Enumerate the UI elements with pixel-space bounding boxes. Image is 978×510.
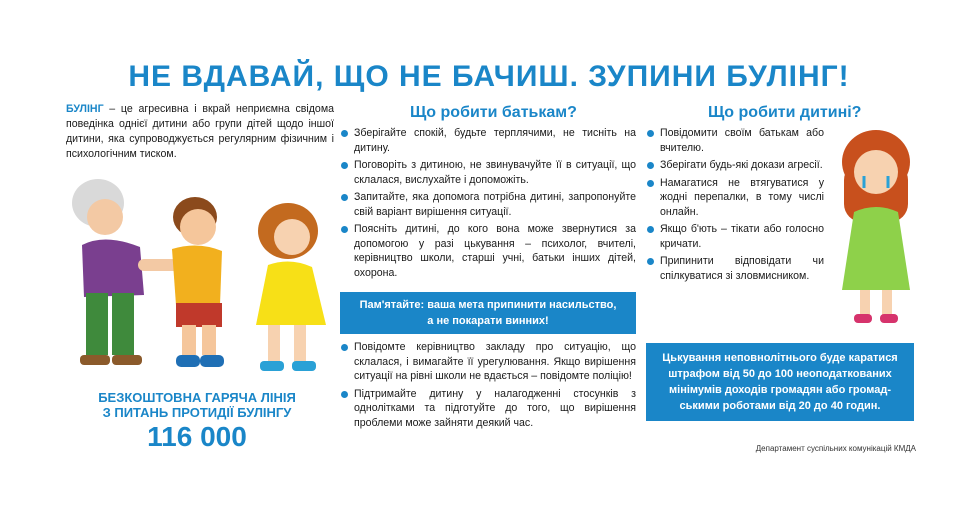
hotline-line2: З ПИТАНЬ ПРОТИДІЇ БУЛІНГУ [102,405,292,420]
list-item: Повідомте керівництво закладу про ситуацію, що склалася, і вимагайте її урегулювання. Якщо вирішення ситуації на рівні школи не вдається – повідомте поліцію! [340,340,636,384]
list-item: Припинити відповідати чи спілкуватися зі зловмисником. [646,254,824,283]
remember-line2: а не покарати винних! [427,315,549,327]
page-title: НЕ ВДАВАЙ, ЩО НЕ БАЧИШ. ЗУПИНИ БУЛІНГ! [128,60,850,93]
list-item: Повідомити своїм батькам або вчителю. [646,126,824,155]
child-heading: Що робити дитині? [708,104,862,121]
hotline-block [82,390,312,454]
girl-figure [256,203,326,371]
list-item: Підтримайте дитину у налагодженні стосунків з однолітками та підготуйте до того, що вирішення проблеми може зайняти деякий час. [340,387,636,431]
list-item: Поясніть дитині, до кого вона може звернутися за допомогою у разі цькування – психолог, вчителі, керівництво школи, старші учні, батьки інших дітей, охорона. [340,222,636,280]
child-list [646,126,824,286]
bullying-definition [66,102,334,162]
penalty-line4: ськими роботами від 20 до 40 годин. [679,400,881,412]
list-item: Якщо б'ють – тікати або голосно кричати. [646,222,824,251]
parents-heading: Що робити батькам? [410,104,577,121]
list-item: Запитайте, яка допомога потрібна дитині, запропонуйте свій варіант вирішення ситуації. [340,190,636,219]
parents-list-2 [340,340,636,433]
definition-term: БУЛІНГ [66,103,104,115]
credit-text: Департамент суспільних комунікацій КМДА [755,444,916,453]
penalty-line1: Цькування неповнолітнього буде каратися [662,352,898,364]
list-item: Намагатися не втягуватися у жодні перепалки, в тому числі онлайн. [646,176,824,220]
penalty-box [646,343,914,421]
hotline-line1: БЕЗКОШТОВНА ГАРЯЧА ЛІНІЯ [98,390,296,405]
boy-figure [172,197,224,367]
list-item: Зберігайте спокій, будьте терплячими, не тисніть на дитину. [340,126,636,155]
remember-line1: Пам'ятайте: ваша мета припинити насильство, [359,299,617,311]
parents-list [340,126,636,283]
remember-banner [340,292,636,334]
crying-girl-illustration [826,122,926,328]
list-item: Зберігати будь-які докази агресії. [646,158,824,173]
old-man-figure [72,179,184,365]
definition-text: – це агресивна і вкрай неприємна свідома поведінка однієї дитини або групи дітей щодо іншої дитини, яка супроводжується регулярним фізичним і психологічним тиском. [66,103,334,160]
bullying-illustration [60,175,340,385]
list-item: Поговоріть з дитиною, не звинувачуйте її в ситуації, що склалася, вислухайте і допоможіть. [340,158,636,187]
penalty-line2: штрафом від 50 до 100 неоподаткованих [668,368,892,380]
penalty-line3: мінімумів доходів громадян або громад- [669,384,891,396]
hotline-number: 116 000 [147,421,247,452]
